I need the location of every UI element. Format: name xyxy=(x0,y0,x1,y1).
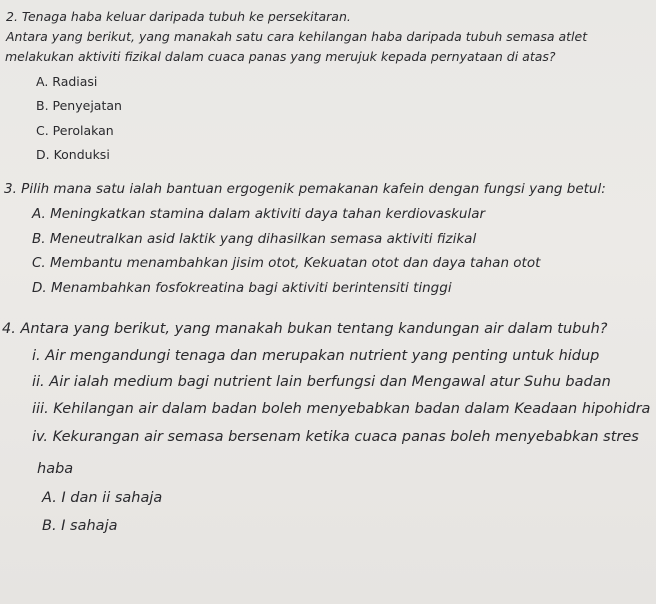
q3-option-c: C. Membantu menambahkan jisim otot, Kekuatan otot dan daya tahan otot xyxy=(32,255,541,271)
q2-line-1: 2. Tenaga haba keluar daripada tubuh ke persekitaran. xyxy=(6,9,351,24)
q2-option-a: A. Radiasi xyxy=(36,74,98,89)
q4-statement-iv-continuation: haba xyxy=(37,461,74,477)
q3-stem: 3. Pilih mana satu ialah bantuan ergogenik pemakanan kafein dengan fungsi yang betul: xyxy=(4,181,606,197)
q2-option-b: B. Penyejatan xyxy=(36,98,122,113)
q2-line-2: Antara yang berikut, yang manakah satu cara kehilangan haba daripada tubuh semasa atlet xyxy=(6,29,588,44)
q2-line-3: melakukan aktiviti fizikal dalam cuaca panas yang merujuk kepada pernyataan di atas? xyxy=(5,49,556,64)
q3-option-a: A. Meningkatkan stamina dalam aktiviti daya tahan kerdiovaskular xyxy=(32,206,486,222)
q4-statement-ii: ii. Air ialah medium bagi nutrient lain berfungsi dan Mengawal atur Suhu badan xyxy=(32,374,611,390)
q3-option-d: D. Menambahkan fosfokreatina bagi aktiviti berintensiti tinggi xyxy=(32,280,452,296)
q2-option-d: D. Konduksi xyxy=(36,147,110,162)
q4-option-a: A. I dan ii sahaja xyxy=(42,490,163,506)
q4-stem: 4. Antara yang berikut, yang manakah bukan tentang kandungan air dalam tubuh? xyxy=(2,321,608,337)
q4-statement-iv: iv. Kekurangan air semasa bersenam ketika cuaca panas boleh menyebabkan stres xyxy=(32,429,639,445)
q4-statement-i: i. Air mengandungi tenaga dan merupakan nutrient yang penting untuk hidup xyxy=(32,348,600,364)
q4-statement-iii: iii. Kehilangan air dalam badan boleh menyebabkan badan dalam Keadaan hipohidra xyxy=(32,401,651,417)
q2-option-c: C. Perolakan xyxy=(36,123,114,138)
q3-option-b: B. Meneutralkan asid laktik yang dihasilkan semasa aktiviti fizikal xyxy=(32,231,477,247)
q4-option-b: B. I sahaja xyxy=(42,518,118,534)
